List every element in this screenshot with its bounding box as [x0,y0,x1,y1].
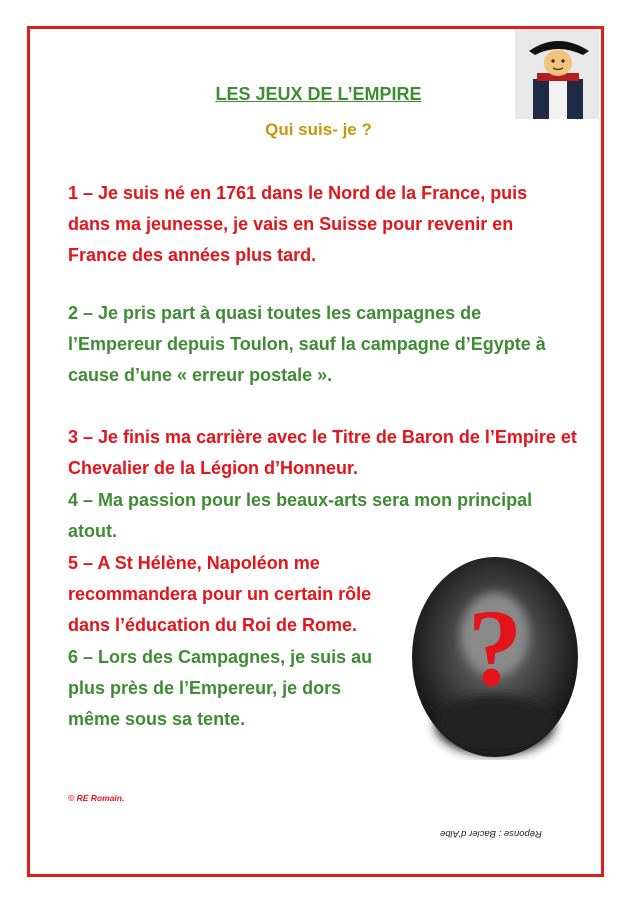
clue-6: 6 – Lors des Campagnes, je suis au plus près de l’Empereur, je dors même sous sa tente. [68,647,373,729]
question-mark-icon: ? [467,587,523,709]
upside-down-answer: Réponse : Bacler d’Albe [440,828,542,839]
page-title: LES JEUX DE L’EMPIRE [215,84,422,104]
page-subtitle: Qui suis- je ? [265,120,372,139]
clue-2: 2 – Je pris part à quasi toutes les campagnes de l’Empereur depuis Toulon, sauf la campagne d’Egypte à cause d’une « erreur postale ». [68,303,546,385]
napoleon-figure-image [515,29,599,119]
clue-3: 3 – Je finis ma carrière avec le Titre de Baron de l’Empire et Chevalier de la Légion d’Honneur. [68,427,577,478]
clue-1: 1 – Je suis né en 1761 dans le Nord de la France, puis dans ma jeunesse, je vais en Suisse pour revenir en France des années plus tard. [68,183,528,265]
clue-5: 5 – A St Hélène, Napoléon me recommandera pour un certain rôle dans l’éducation du Roi de Rome. [68,553,372,635]
mystery-portrait [410,555,580,760]
copyright-text: © RE Romain. [68,793,125,803]
clue-4: 4 – Ma passion pour les beaux-arts sera mon principal atout. [68,490,533,541]
